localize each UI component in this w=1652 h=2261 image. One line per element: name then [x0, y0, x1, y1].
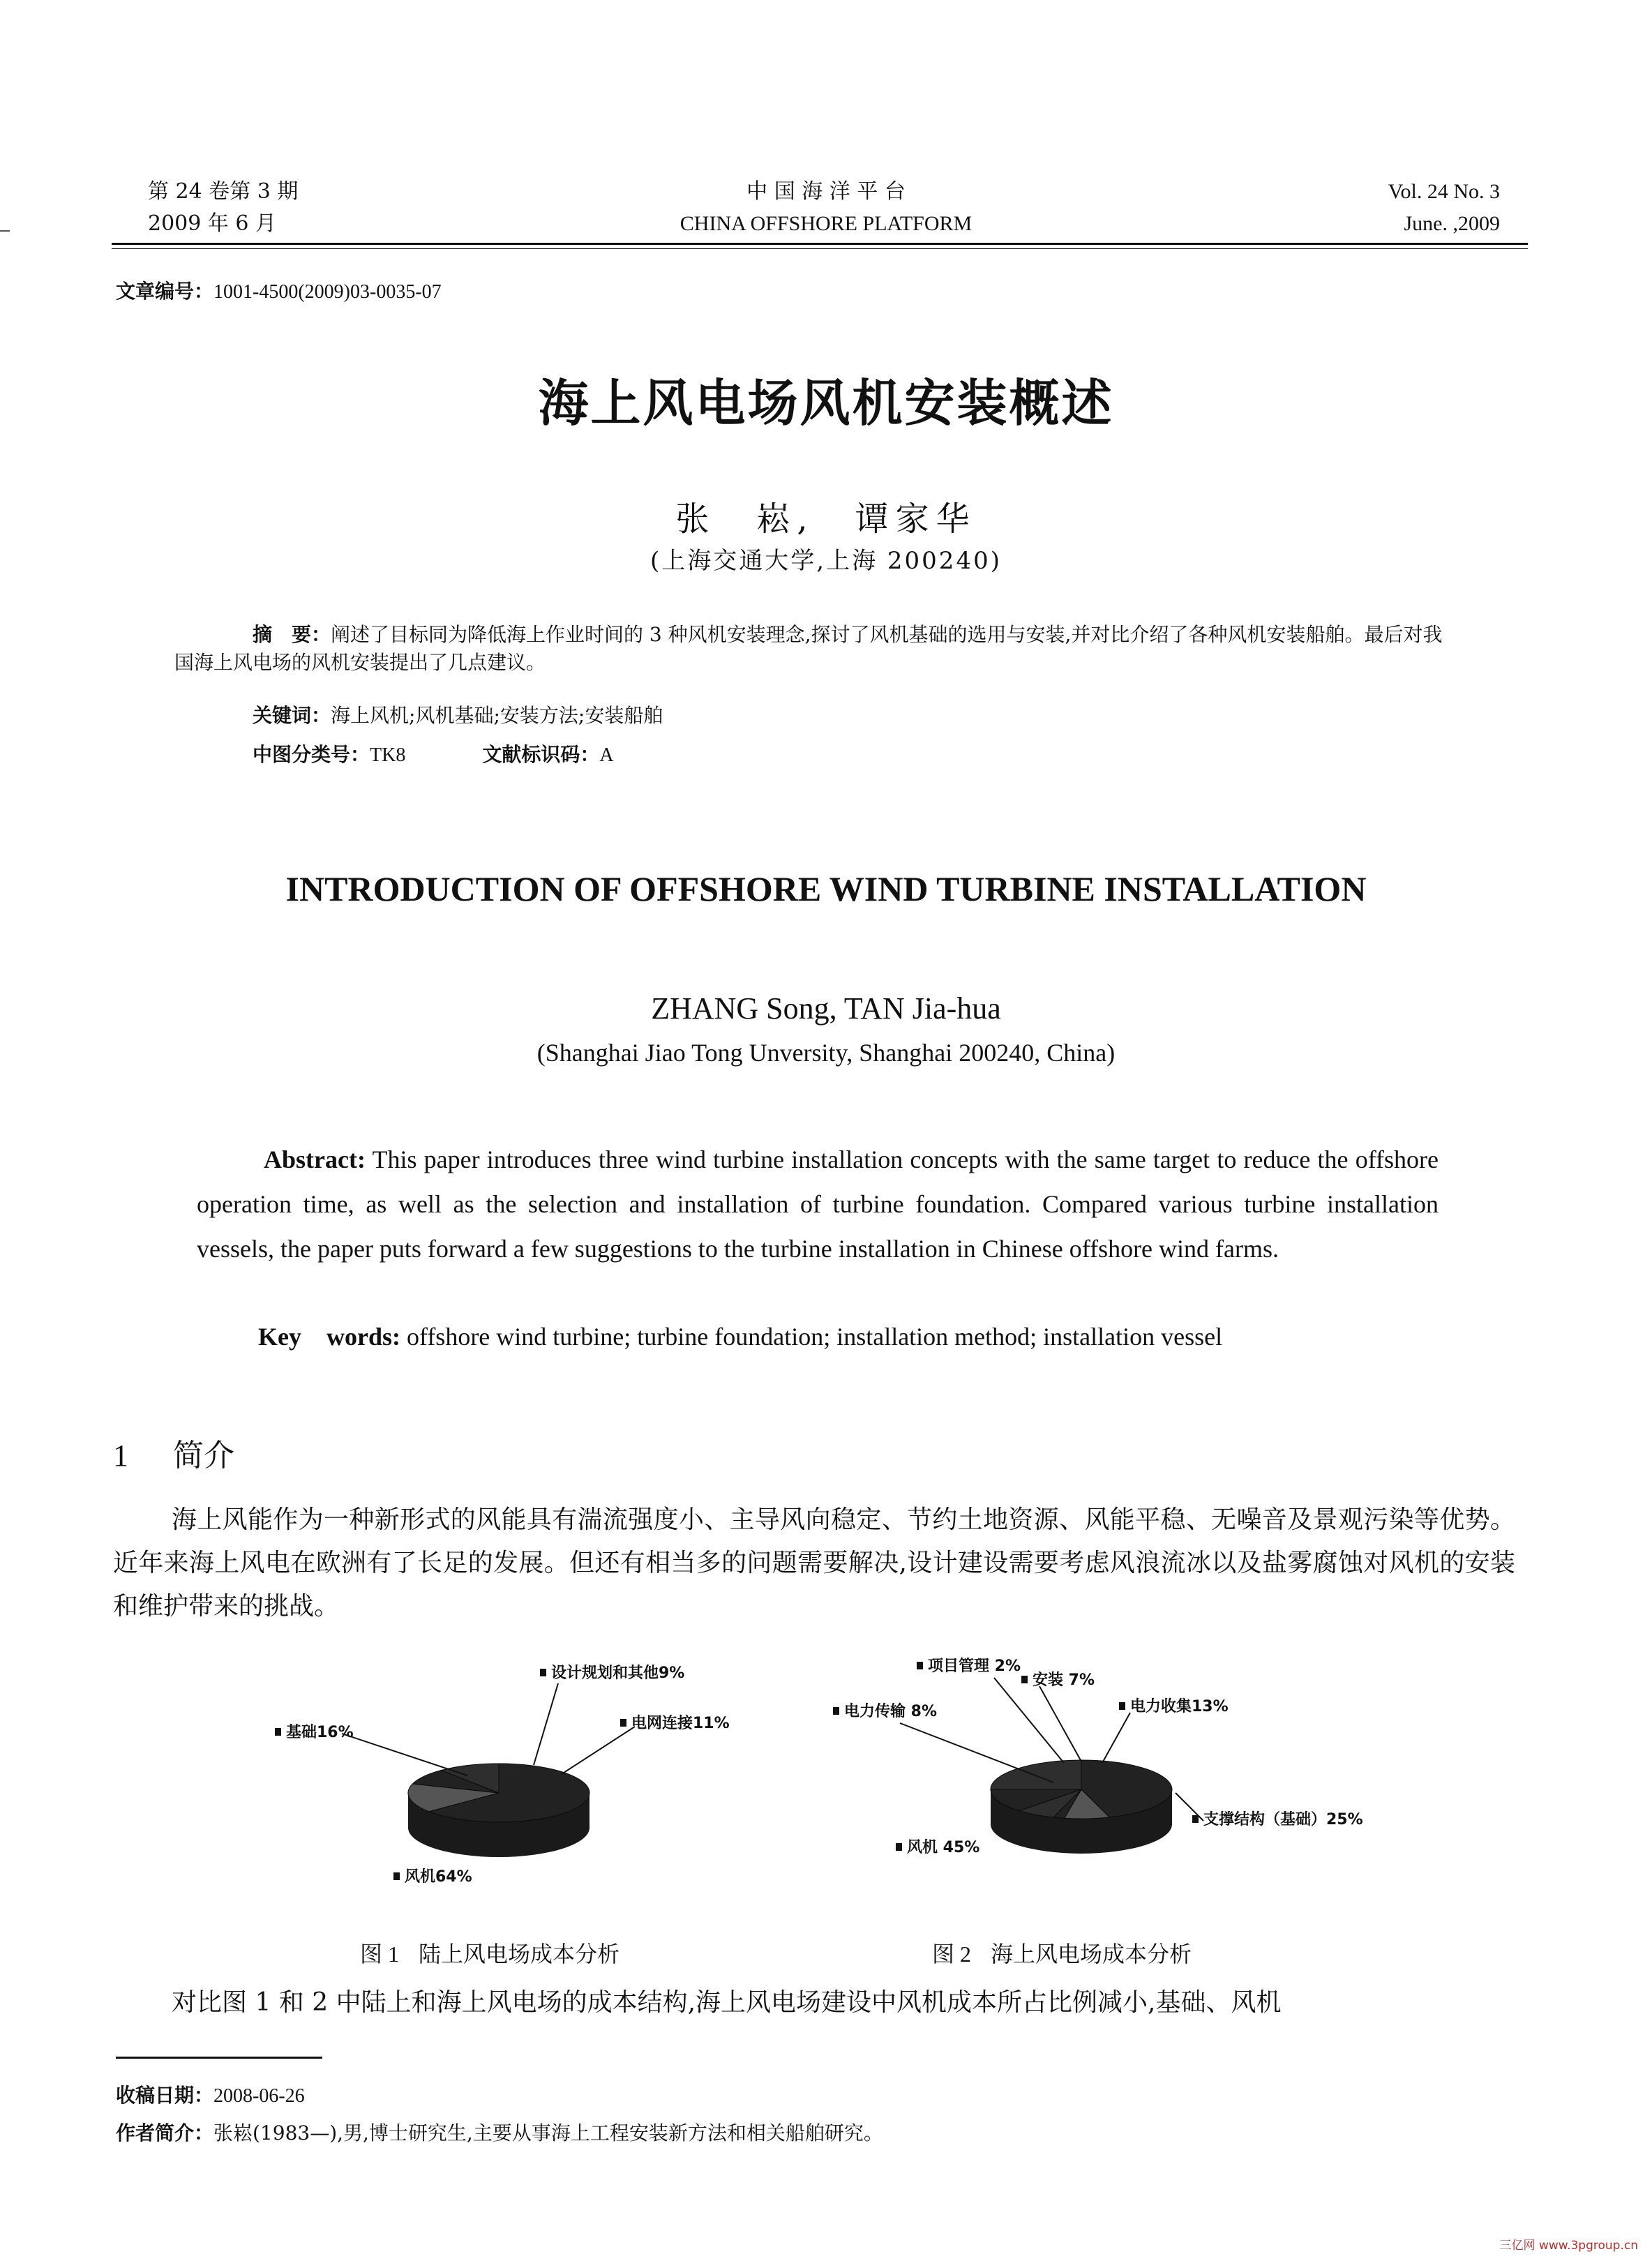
abstract-cn-text: 阐述了目标同为降低海上作业时间的 3 种风机安装理念,探讨了风机基础的选用与安装,并对比介绍了各种风机安装船舶。最后对我国海上风电场的风机安装提出了几点建议。	[174, 623, 1443, 674]
title-cn: 海上风电场风机安装概述	[538, 374, 1114, 433]
clc-value: TK8	[370, 744, 406, 766]
article-number-value: 1001-4500(2009)03-0035-07	[213, 281, 442, 303]
header-rule-thin	[112, 248, 1528, 249]
journal-name-cn: 中 国 海 洋 平 台	[746, 179, 906, 204]
running-header-right	[1214, 176, 1500, 240]
figure-1-number: 图 1	[360, 1941, 400, 1967]
legend-square	[833, 1707, 839, 1715]
classification-line	[253, 741, 1522, 769]
date-cn: 2009 年 6 月	[148, 211, 277, 236]
leader-line	[1102, 1713, 1130, 1763]
leader-line	[1176, 1793, 1203, 1821]
abstract-en-label: Abstract:	[264, 1145, 366, 1173]
section-heading	[113, 1430, 234, 1475]
affiliation-cn: (上海交通大学,上海 200240)	[650, 547, 1002, 575]
figure-1-title: 陆上风电场成本分析	[419, 1941, 620, 1967]
watermark: 三亿网 www.3pgroup.cn	[1499, 2239, 1638, 2253]
keywords-cn-text: 海上风机;风机基础;安装方法;安装船舶	[331, 704, 663, 727]
footnote-author	[116, 2118, 883, 2146]
keywords-en-text: offshore wind turbine; turbine foundation; installation method; installation vessel	[406, 1323, 1223, 1351]
leader-line	[534, 1683, 558, 1765]
pie-1	[275, 1664, 730, 1886]
legend-square	[1192, 1815, 1199, 1823]
abstract-cn-label: 摘 要：	[253, 623, 331, 646]
authors-en: ZHANG Song, TAN Jia-hua	[651, 991, 1001, 1026]
title-en: INTRODUCTION OF OFFSHORE WIND TURBINE INSTALLATION	[285, 869, 1367, 908]
figure-1-caption	[360, 1937, 620, 1969]
keywords-cn-label: 关键词：	[253, 704, 331, 727]
issue-en: Vol. 24 No. 3	[1388, 180, 1500, 203]
abstract-cn	[174, 621, 1444, 677]
issue-cn: 第 24 卷第 3 期	[148, 179, 299, 204]
footnote-received	[116, 2080, 305, 2108]
article-number-label: 文章编号：	[116, 280, 214, 303]
pie-slice	[991, 1760, 1081, 1789]
figure-2-caption	[932, 1937, 1192, 1969]
pie-label: 支撑结构（基础）25%	[1203, 1811, 1363, 1828]
received-date: 2008-06-26	[213, 2085, 305, 2107]
pie-label: 电力收集13%	[1130, 1698, 1229, 1715]
legend-square	[275, 1728, 281, 1736]
doc-code-value: A	[599, 744, 614, 766]
legend-square	[540, 1669, 546, 1676]
leader-line	[994, 1678, 1064, 1763]
pie-label: 风机 45%	[907, 1839, 980, 1856]
abstract-en	[197, 1137, 1439, 1271]
abstract-en-text: This paper introduces three wind turbine installation concepts with the same target to reduce the offshore operation time, as well as the selection and installation of turbine foundation. Compared various turbine installation vessels, the paper puts forward a few suggestions to the turbine installation in Chinese offshore wind farms.	[197, 1145, 1439, 1263]
footnote-rule	[116, 2057, 322, 2059]
received-label: 收稿日期：	[116, 2084, 214, 2107]
section-number: 1	[113, 1439, 128, 1473]
leader-line	[562, 1727, 635, 1774]
body-paragraph: 海上风能作为一种新形式的风能具有湍流强度小、主导风向稳定、节约土地资源、风能平稳、无噪音及景观污染等优势。近年来海上风电在欧洲有了长足的发展。但还有相当多的问题需要解决,设计建设需要考虑风浪流冰以及盐雾腐蚀对风机的安装和维护带来的挑战。	[113, 1505, 1515, 1621]
leader-line	[900, 1723, 1053, 1782]
keywords-en	[197, 1314, 1439, 1359]
legend-square	[393, 1872, 400, 1880]
figure-2-number: 图 2	[932, 1941, 972, 1967]
body-paragraph-continued: 对比图 1 和 2 中陆上和海上风电场的成本结构,海上风电场建设中风机成本所占比例减小,基础、风机	[172, 1988, 1282, 2017]
author-bio-label: 作者简介：	[116, 2121, 214, 2144]
figure-2-title: 海上风电场成本分析	[991, 1941, 1192, 1967]
author-bio-text: 张崧(1983—),男,博士研究生,主要从事海上工程安装新方法和相关船舶研究。	[213, 2121, 883, 2144]
legend-square	[1021, 1676, 1028, 1683]
header-rule-thick	[112, 243, 1528, 245]
date-en: June. ,2009	[1404, 212, 1500, 235]
running-header-center	[617, 176, 1035, 240]
leader-line	[342, 1734, 467, 1775]
legend-square	[1119, 1702, 1125, 1710]
doc-code-label: 文献标识码：	[482, 743, 600, 766]
pie-label: 电力传输 8%	[844, 1703, 938, 1720]
legend-square	[917, 1662, 923, 1669]
journal-name-en: CHINA OFFSHORE PLATFORM	[679, 212, 973, 235]
pie-label: 基础16%	[286, 1724, 354, 1741]
legend-square	[896, 1843, 902, 1851]
affiliation-en: (Shanghai Jiao Tong Unversity, Shanghai 200240, China)	[536, 1039, 1116, 1067]
pie-2	[833, 1657, 1363, 1856]
pie-label: 设计规划和其他9%	[551, 1665, 685, 1682]
figure-2-pie-chart	[823, 1643, 1451, 1908]
legend-square	[620, 1719, 626, 1727]
section-title: 简介	[173, 1438, 234, 1473]
article-number	[116, 276, 442, 304]
pie-label: 电网连接11%	[631, 1715, 730, 1732]
scan-margin-mark	[0, 230, 10, 232]
keywords-cn	[253, 702, 1522, 730]
clc-label: 中图分类号：	[253, 743, 370, 766]
keywords-en-label: Key words:	[258, 1323, 400, 1351]
figure-1-pie-chart	[265, 1643, 809, 1908]
pie-label: 项目管理 2%	[928, 1658, 1021, 1675]
pie-label: 安装 7%	[1032, 1672, 1095, 1689]
running-header-left	[148, 176, 298, 240]
authors-cn: 张 崧, 谭家华	[675, 499, 977, 539]
pie-label: 风机64%	[405, 1868, 472, 1886]
leader-line	[1039, 1686, 1081, 1762]
